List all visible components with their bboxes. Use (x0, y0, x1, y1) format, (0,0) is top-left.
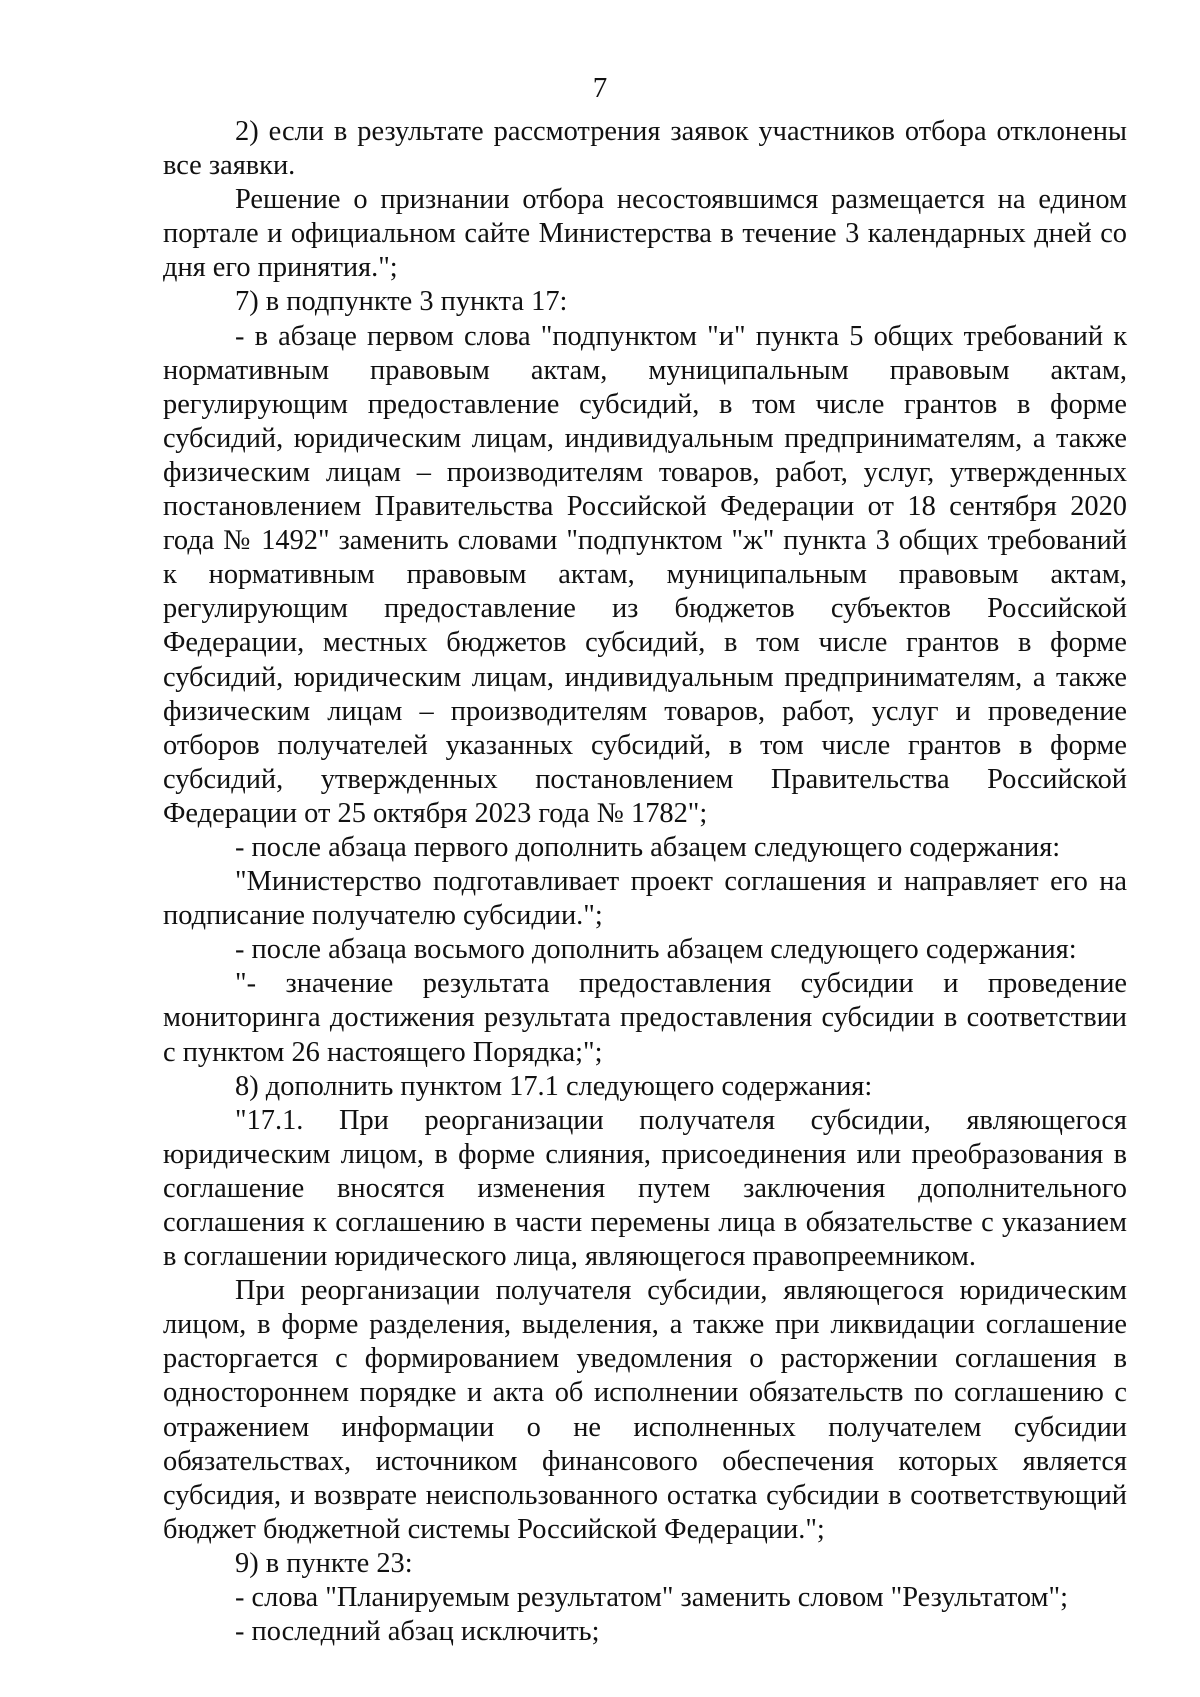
paragraph-replace-planned-result: - слова "Планируемым результатом" заменить словом "Результатом"; (235, 1582, 1068, 1614)
paragraph-item-17-1-reorganization-merger: "17.1. При реорганизации получателя субсидии, являющегося юридическим лицом, в форме слияния, присоединения или преобразования в соглашение вносятся изменения путем заключения дополнительного соглашения к соглашению в части перемены лица в обязательстве с указанием в соглашении юридического лица, являющегося правопреемником. (163, 1104, 1127, 1273)
paragraph-ministry-prepares-agreement: "Министерство подготавливает проект соглашения и направляет его на подписание получателю субсидии."; (163, 866, 1127, 932)
paragraph-after-eighth-abzac: - после абзаца восьмого дополнить абзацем следующего содержания: (235, 934, 1077, 966)
paragraph-reorganization-division: При реорганизации получателя субсидии, являющегося юридическим лицом, в форме разделения, выделения, а также при ликвидации соглашение расторгается с формированием уведомления о расторжении соглашения в одностороннем порядке и акта об исполнении обязательств по соглашению с отражением информации о не исполненных получателем субсидии обязательствах, источником финансового обеспечения которых является субсидия, и возврате неиспользованного остатка субсидии в соответствующий бюджет бюджетной системы Российской Федерации."; (163, 1275, 1127, 1545)
paragraph-delete-last-abzac: - последний абзац исключить; (235, 1616, 600, 1648)
page-number: 7 (592, 72, 608, 104)
paragraph-7-subitem-3-item-17: 7) в подпункте 3 пункта 17: (235, 286, 568, 318)
paragraph-2-rejected-applications: 2) если в результате рассмотрения заявок участников отбора отклонены все заявки. (163, 116, 1127, 182)
paragraph-result-value: "- значение результата предоставления субсидии и проведение мониторинга достижения результата предоставления субсидии в соответствии с пунктом 26 настоящего Порядка;"; (163, 968, 1127, 1068)
paragraph-after-first-abzac: - после абзаца первого дополнить абзацем следующего содержания: (235, 831, 1061, 863)
paragraph-decision-publication: Решение о признании отбора несостоявшимся размещается на едином портале и официальном сайте Министерства в течение 3 календарных дней со дня его принятия."; (163, 184, 1127, 284)
document-body (163, 115, 1127, 1649)
paragraph-9-item-23: 9) в пункте 23: (235, 1547, 413, 1579)
paragraph-8-add-item-17-1: 8) дополнить пунктом 17.1 следующего содержания: (235, 1070, 873, 1102)
paragraph-first-abzac-replacement: - в абзаце первом слова "подпунктом "и" пункта 5 общих требований к нормативным правовым актам, муниципальным правовым актам, регулирующим предоставление субсидий, в том числе грантов в форме субсидий, юридическим лицам, индивидуальным предпринимателям, а также физическим лицам – производителям товаров, работ, услуг, утвержденных постановлением Правительства Российской Федерации от 18 сентября 2020 года № 1492" заменить словами "подпунктом "ж" пункта 3 общих требований к нормативным правовым актам, муниципальным правовым актам, регулирующим предоставление из бюджетов субъектов Российской Федерации, местных бюджетов субсидий, в том числе грантов в форме субсидий, юридическим лицам, индивидуальным предпринимателям, а также физическим лицам – производителям товаров, работ, услуг и проведение отборов получателей указанных субсидий, в том числе грантов в форме субсидий, утвержденных постановлением Правительства Российской Федерации от 25 октября 2023 года № 1782"; (163, 320, 1127, 829)
